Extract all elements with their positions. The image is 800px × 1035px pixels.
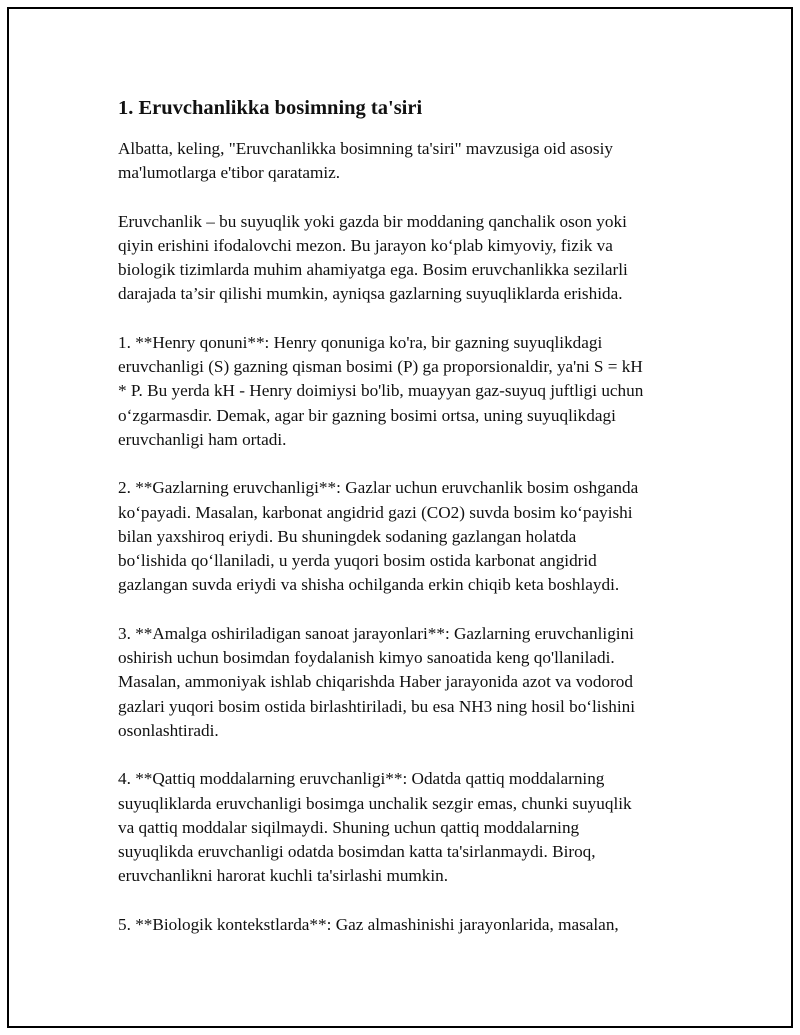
gas-solubility-paragraph: 2. **Gazlarning eruvchanligi**: Gazlar uchun eruvchanlik bosim oshganda ko‘payadi. Masalan, karbonat angidrid gazi (CO2) suvda bosim ko‘payishi bilan yaxshiroq eriydi. Bu shuningdek sodaning gazlangan holatda bo‘lishida qo‘llaniladi, u yerda yuqori bosim ostida karbonat angidrid gazlangan suvda eriydi va shisha ochilganda erkin chiqib keta boshlaydi. [118, 478, 639, 595]
definition-paragraph: Eruvchanlik – bu suyuqlik yoki gazda bir moddaning qanchalik oson yoki qiyin erishini ifodalovchi mezon. Bu jarayon ko‘plab kimyoviy, fizik va biologik tizimlarda muhim ahamiyatga ega. Bosim eruvchanlikka sezilarli darajada ta’sir qilishi mumkin, ayniqsa gazlarning suyuqliklarda erishida. [118, 211, 628, 304]
document-page [7, 7, 793, 1028]
biological-context-paragraph: 5. **Biologik kontekstlarda**: Gaz almashinishi jarayonlarida, masalan, [118, 914, 619, 934]
solid-solubility-paragraph: 4. **Qattiq moddalarning eruvchanligi**: Odatda qattiq moddalarning suyuqliklarda eruvchanligi bosimga unchalik sezgir emas, chunki suyuqlik va qattiq moddalar siqilmaydi. Shuning uchun qattiq moddalarning suyuqlikda eruvchanligi odatda bosimdan katta ta'sirlanmaydi. Biroq, eruvchanlikni harorat kuchli ta'sirlashi mumkin. [118, 769, 632, 886]
document-body [118, 93, 698, 961]
henry-law-paragraph: 1. **Henry qonuni**: Henry qonuniga ko'ra, bir gazning suyuqlikdagi eruvchanligi (S) gazning qisman bosimi (P) ga proporsionaldir, ya'ni S = kH * P. Bu yerda kH - Henry doimiysi bo'lib, muayyan gaz-suyuq juftligi uchun o‘zgarmasdir. Demak, agar bir gazning bosimi ortsa, uning suyuqlikdagi eruvchanligi ham ortadi. [118, 332, 644, 449]
industrial-processes-paragraph: 3. **Amalga oshiriladigan sanoat jarayonlari**: Gazlarning eruvchanligini oshirish uchun bosimdan foydalanish kimyo sanoatida keng qo'llaniladi. Masalan, ammoniyak ishlab chiqarishda Haber jarayonida azot va vodorod gazlari yuqori bosim ostida birlashtiriladi, bu esa NH3 ning hosil bo‘lishini osonlashtiradi. [118, 623, 635, 740]
intro-paragraph: Albatta, keling, "Eruvchanlikka bosimning ta'siri" mavzusiga oid asosiy ma'lumotlarga e'tibor qaratamiz. [118, 139, 613, 183]
document-title: 1. Eruvchanlikka bosimning ta'siri [118, 97, 423, 119]
